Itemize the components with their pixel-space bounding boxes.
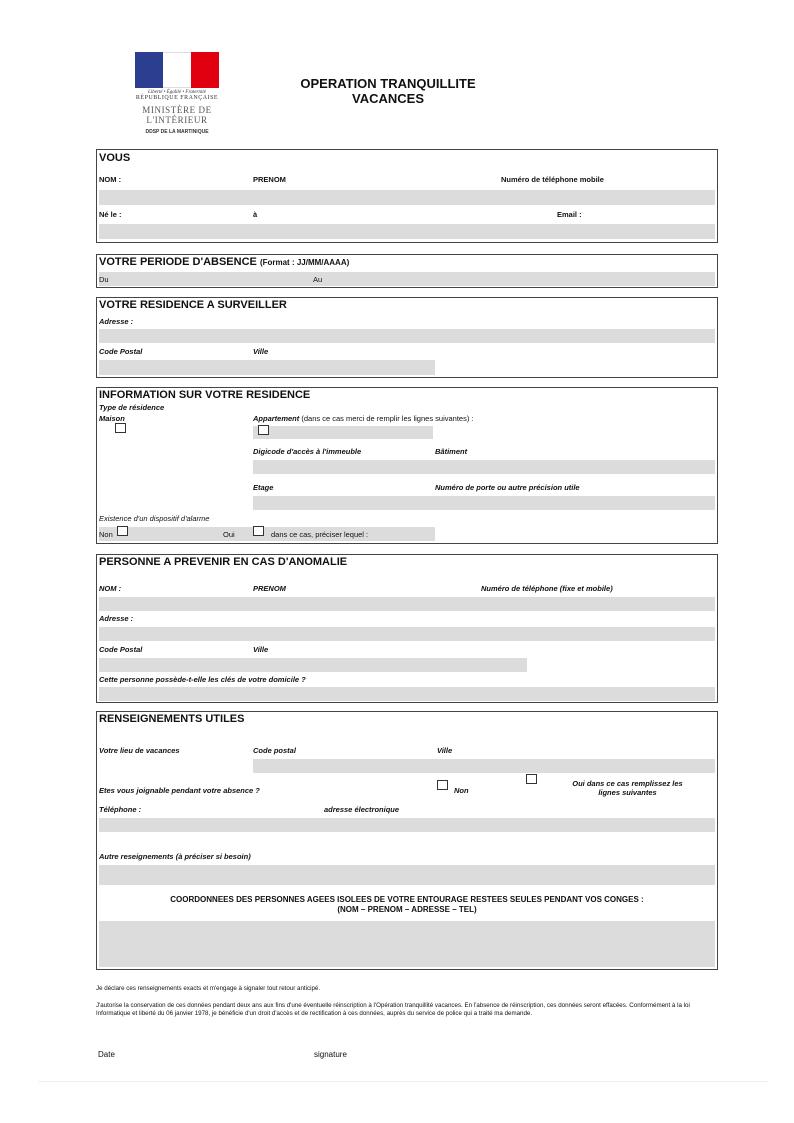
section-vous-title: VOUS <box>99 152 131 164</box>
personne-prenom-label: PRENOM <box>253 584 286 593</box>
declaration-text: Je déclare ces renseignements exacts et m'engage à signaler tout retour anticipé. <box>96 985 321 992</box>
rens-cp-label: Code postal <box>253 746 296 755</box>
rens-telephone-field[interactable] <box>99 818 715 832</box>
info-maison-label: Maison <box>99 414 125 423</box>
coordonnees-line2: (NOM – PRENOM – ADRESSE – TEL) <box>337 905 477 914</box>
maison-checkbox[interactable] <box>115 423 126 433</box>
info-etage-label: Etage <box>253 483 274 492</box>
section-residence-title: VOTRE RESIDENCE A SURVEILLER <box>99 299 287 311</box>
personne-cles-label: Cette personne possède-t-elle les clés de votre domicile ? <box>99 675 306 684</box>
personne-cp-ville-field[interactable] <box>99 658 527 672</box>
etage-porte-field[interactable] <box>253 496 715 510</box>
periode-au-label: Au <box>313 275 323 284</box>
periode-dates-field[interactable] <box>99 272 715 286</box>
joignable-oui-line2: lignes suivantes <box>598 788 657 797</box>
personne-ville-label: Ville <box>253 645 269 654</box>
section-residence-inner <box>99 299 715 376</box>
personne-adresse-label: Adresse : <box>99 614 134 623</box>
residence-cp-ville-field[interactable] <box>99 360 435 375</box>
info-digicode-label: Digicode d'accès à l'immeuble <box>253 447 362 456</box>
residence-cp-label: Code Postal <box>99 347 143 356</box>
marianne-flag-logo <box>135 52 219 88</box>
residence-adresse-field[interactable] <box>99 329 715 343</box>
residence-ville-label: Ville <box>253 347 269 356</box>
vous-naissance-field[interactable] <box>99 224 715 239</box>
periode-title-text: VOTRE PERIODE D'ABSENCE <box>99 256 257 268</box>
section-periode-inner <box>99 256 715 286</box>
appartement-field[interactable] <box>253 426 433 439</box>
page-bottom-divider <box>38 1081 768 1082</box>
document-title-line2: VACANCES <box>352 91 424 106</box>
document-title-line1: OPERATION TRANQUILLITE <box>300 76 476 91</box>
appartement-text: Appartement <box>253 414 300 423</box>
joignable-non-checkbox[interactable] <box>437 780 448 790</box>
rens-ville-label: Ville <box>437 746 453 755</box>
personne-nom-field[interactable] <box>99 597 715 611</box>
date-label: Date <box>98 1050 115 1059</box>
vous-tel-label: Numéro de téléphone mobile <box>501 175 604 184</box>
autorisation-text: J'autorise la conservation de ces données pendant deux ans aux fins d'une éventuelle réinscription à l'Opération tranquillité vacances. En l'absence de réinscription, ces données seront effacées. Conformément à la loi Informatique et liberté du 06 janvier 1978, je bénéficie d'un droit d'accès et de rectification à ces données, auprès du service de police qui a traité ma demande. <box>96 1002 690 1017</box>
section-renseignements-title: RENSEIGNEMENTS UTILES <box>99 713 245 725</box>
vous-prenom-label: PRENOM <box>253 175 286 184</box>
periode-du-label: Du <box>99 275 109 284</box>
appartement-checkbox[interactable] <box>258 425 269 435</box>
vous-nom-label: NOM : <box>99 175 122 184</box>
personne-nom-label: NOM : <box>99 584 122 593</box>
alarme-field[interactable] <box>99 527 435 541</box>
joignable-oui-checkbox[interactable] <box>526 774 537 784</box>
logo-dosp: DDSP DE LA MARTINIQUE <box>145 129 209 135</box>
personne-adresse-field[interactable] <box>99 627 715 641</box>
section-personne-inner <box>99 556 715 701</box>
section-info-title: INFORMATION SUR VOTRE RESIDENCE <box>99 389 311 401</box>
alarme-non-label: Non <box>99 530 113 539</box>
personne-cp-label: Code Postal <box>99 645 143 654</box>
rens-autre-field[interactable] <box>99 865 715 885</box>
rens-lieu-label: Votre lieu de vacances <box>99 746 180 755</box>
rens-lieu-field[interactable] <box>253 759 715 773</box>
rens-coordonnees-label <box>99 895 715 915</box>
coordonnees-line1: COORDONNEES DES PERSONNES AGEES ISOLEES DE VOTRE ENTOURAGE RESTEES SEULES PENDANT VOS CONGES : <box>170 895 644 904</box>
personne-cles-field[interactable] <box>99 687 715 701</box>
vous-a-label: à <box>253 210 258 219</box>
logo-republique: RÉPUBLIQUE FRANÇAISE <box>135 95 219 101</box>
document-title <box>283 76 493 106</box>
alarme-oui-label: Oui <box>223 530 235 539</box>
rens-coordonnees-field[interactable] <box>99 921 715 967</box>
logo-ministere: MINISTÈRE DE L'INTÉRIEUR <box>142 105 212 125</box>
alarme-preciser-label: dans ce cas, préciser lequel : <box>271 530 369 539</box>
section-info-inner <box>99 389 715 542</box>
vous-nom-field[interactable] <box>99 190 715 205</box>
section-vous-inner <box>99 152 715 240</box>
periode-format: (Format : JJ/MM/AAAA) <box>259 258 350 267</box>
rens-autre-label: Autre reseignements (à préciser si besoin) <box>99 852 251 861</box>
info-appartement-label <box>253 414 474 423</box>
logo-motto: Liberté • Égalité • Fraternité <box>148 90 206 95</box>
appartement-note: (dans ce cas merci de remplir les lignes suivantes) : <box>301 414 474 423</box>
section-personne-title: PERSONNE A PREVENIR EN CAS D'ANOMALIE <box>99 556 348 568</box>
rens-adresse-elec-label: adresse électronique <box>324 805 400 814</box>
residence-adresse-label: Adresse : <box>99 317 134 326</box>
info-alarme-label: Existence d'un dispositif d'alarme <box>99 514 210 523</box>
info-batiment-label: Bâtiment <box>435 447 468 456</box>
vous-ne-le-label: Né le : <box>99 210 122 219</box>
digicode-batiment-field[interactable] <box>253 460 715 474</box>
section-periode-title <box>99 256 349 268</box>
alarme-non-checkbox[interactable] <box>117 526 128 536</box>
signature-label: signature <box>314 1050 347 1059</box>
joignable-oui-label <box>545 779 710 797</box>
joignable-non-label: Non <box>454 786 469 795</box>
alarme-oui-checkbox[interactable] <box>253 526 264 536</box>
ministry-logo <box>112 52 242 135</box>
joignable-oui-line1: Oui dans ce cas remplissez les <box>572 779 683 788</box>
info-type-label: Type de résidence <box>99 403 165 412</box>
rens-telephone-label: Téléphone : <box>99 805 142 814</box>
rens-joignable-label: Etes vous joignable pendant votre absence ? <box>99 786 260 795</box>
section-renseignements-inner <box>99 713 715 968</box>
personne-tel-label: Numéro de téléphone (fixe et mobile) <box>481 584 613 593</box>
vous-email-label: Email : <box>557 210 582 219</box>
info-porte-label: Numéro de porte ou autre précision utile <box>435 483 580 492</box>
